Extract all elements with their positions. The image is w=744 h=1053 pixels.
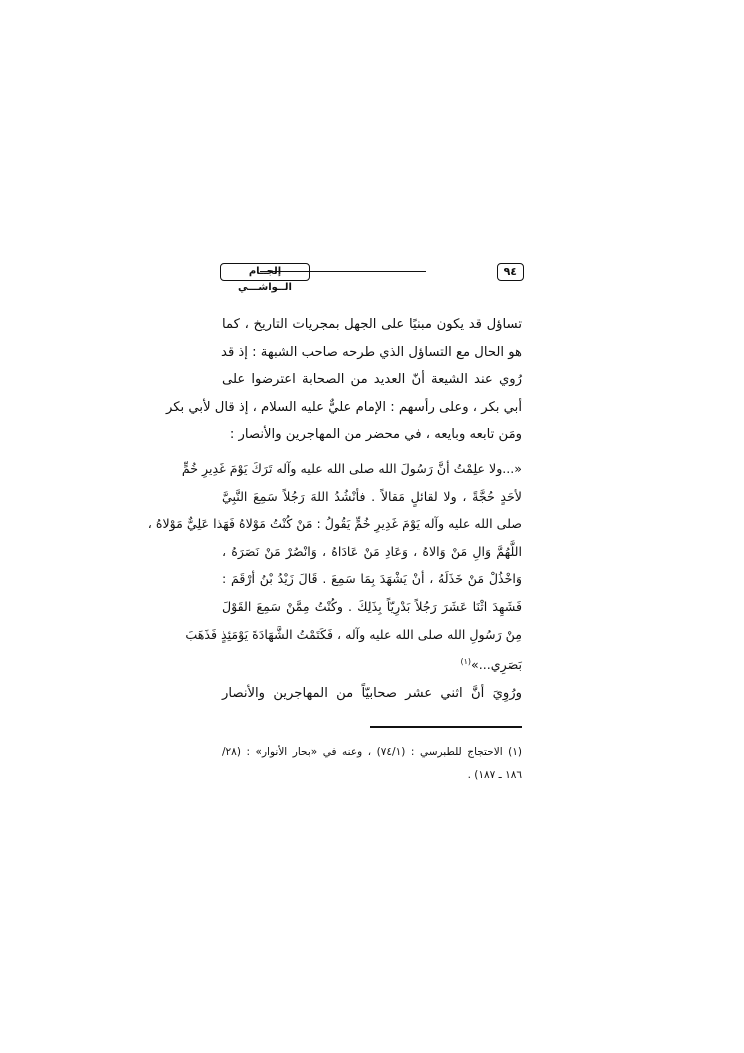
paragraph-2 xyxy=(222,680,522,708)
paragraph-1 xyxy=(165,311,522,449)
text-line: هو الحال مع التساؤل الذي طرحه صاحب الشبهة : إذ قد xyxy=(221,344,522,360)
quote-line: فَشَهِدَ اثْنَا عَشَرَ رَجُلاً بَدْرِيّاً بِذَلِكَ . وكُنْتُ مِمَّنْ سَمِعَ القَوْلَ xyxy=(222,598,522,614)
quote-line: صلى الله عليه وآله يَوْمَ غَدِيرِ خُمٍّ يَقُولُ : مَنْ كُنْتُ مَوْلاهُ فَهَذا عَلِيٌّ مَوْلاهُ ، xyxy=(147,516,522,532)
footnotes xyxy=(222,741,522,787)
quote-end: بَصَرِي...» xyxy=(471,657,522,673)
page-number: ٩٤ xyxy=(497,263,524,281)
text-line: ومَن تابعه وبايعه ، في محضر من المهاجرين والأنصار : xyxy=(229,427,522,443)
footnote-line: ١٨٦ ـ ١٨٧) . xyxy=(467,769,522,781)
footnote-separator xyxy=(370,726,522,728)
footnote-line: (١) الاحتجاج للطبرسي : (٧٤/١) ، وعنه في «بحار الأنوار» : (٢٨/ xyxy=(222,746,523,758)
quote-line: لأحَدٍ حُجَّةً ، ولا لقائلٍ مَقالاً . فأنْشُدُ اللهَ رَجُلاً سَمِعَ النَّبِيَّ xyxy=(222,488,522,504)
quotation xyxy=(147,455,522,676)
quote-line: وَاخْذُلْ مَنْ خَذَلَهُ ، أنْ يَشْهَدَ بِمَا سَمِعَ . قَالَ زَيْدُ بْنُ أرْقَمَ : xyxy=(222,571,522,587)
text-line: رُوي عند الشيعة أنّ العديد من الصحابة اعترضوا على xyxy=(222,372,522,388)
footnote-marker[interactable]: (١) xyxy=(460,657,472,667)
quote-line: «...ولا علِمْتُ أنَّ رَسُولَ الله صلى الله عليه وآله تَرَكَ يَوْمَ غَدِيرِ خُمٍّ xyxy=(181,461,522,476)
quote-line xyxy=(222,648,522,676)
quote-line: اللَّهُمَّ وَالِ مَنْ وَالاهُ ، وَعَادِ مَنْ عَادَاهُ ، وَانْصُرْ مَنْ نَصَرَهُ ، xyxy=(222,543,522,559)
text-line: ورُوِيَ أنَّ اثني عشر صحابيّاً من المهاجرين والأنصار xyxy=(222,686,522,701)
text-line: تساؤل قد يكون مبنيًا على الجهل بمجريات التاريخ ، كما xyxy=(222,317,522,332)
quote-line: مِنْ رَسُولِ الله صلى الله عليه وآله ، فَكَتَمْتُ الشَّهَادَةَ يَوْمَئِذٍ فَذَهَبَ xyxy=(185,626,522,642)
running-title: إلجــام الــواشـــي xyxy=(220,263,310,281)
text-line: أبي بكر ، وعلى رأسهم : الإمام عليٌّ عليه السلام ، إذ قال لأبي بكر xyxy=(165,399,522,415)
running-header xyxy=(220,263,524,293)
